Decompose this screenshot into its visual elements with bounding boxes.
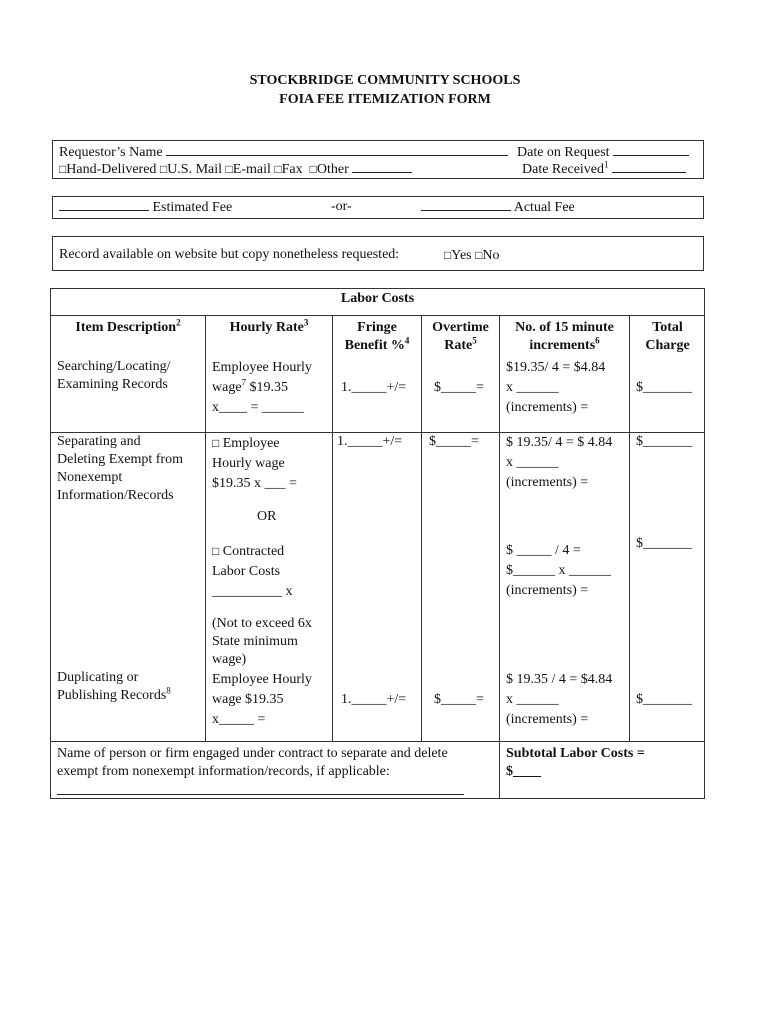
- website-question: Record available on website but copy nonetheless requested:: [59, 247, 400, 262]
- row-separating-total[interactable]: $_______: [636, 434, 692, 449]
- estimated-fee-label: Estimated Fee: [152, 200, 233, 215]
- fax-label: Fax: [281, 162, 303, 177]
- row-duplicating-fringe[interactable]: 1._____+/=: [341, 692, 407, 707]
- website-options: [444, 246, 500, 265]
- email-label: E-mail: [232, 162, 271, 177]
- labor-costs-title: Labor Costs: [340, 291, 415, 306]
- table-column-divider: [629, 315, 630, 741]
- col-header-total-charge: Total Charge: [645, 320, 690, 353]
- requestor-name-label: Requestor’s Name: [59, 145, 163, 160]
- date-received-row: [522, 160, 686, 179]
- row-duplicating-increments: $ 19.35 / 4 = $4.84 x ______ (increments) =: [506, 672, 613, 727]
- duplicating-rate-field[interactable]: x_____ =: [212, 712, 266, 727]
- other-checkbox[interactable]: □: [309, 162, 317, 176]
- date-received-label: Date Received: [522, 162, 605, 177]
- row-searching-total[interactable]: $_______: [636, 380, 692, 395]
- actual-fee-field[interactable]: [421, 198, 511, 211]
- row-separating-overtime[interactable]: $_____=: [429, 434, 479, 449]
- table-column-divider: [332, 315, 333, 741]
- row-searching-overtime[interactable]: $_____=: [434, 380, 484, 395]
- col-header-overtime-rate: Overtime Rate$^5$: [432, 320, 489, 353]
- col-header-increments: No. of 15 minute increments$^6$: [515, 320, 614, 353]
- row-separating-rate: □ Employee Hourly wage $19.35 x ___ =: [212, 433, 297, 494]
- form-name: FOIA FEE ITEMIZATION FORM: [279, 92, 491, 107]
- table-divider: [50, 315, 705, 316]
- table-column-divider: [205, 315, 206, 741]
- hand-delivered-checkbox[interactable]: □: [59, 162, 67, 176]
- date-received-field[interactable]: [612, 160, 686, 173]
- row-searching-increments: $19.35/ 4 = $4.84 x ______ (increments) =: [506, 360, 606, 415]
- requestor-name-field[interactable]: [166, 143, 508, 156]
- row-searching-rate: Employee Hourly wage$^7$ $19.35 x____ = ______: [212, 358, 312, 418]
- form-title: [0, 71, 770, 109]
- duplicating-increments-field[interactable]: x ______: [506, 692, 559, 707]
- estimated-fee-field[interactable]: [59, 198, 149, 211]
- date-received-footnote: 1: [604, 159, 609, 170]
- website-yes-label: Yes: [451, 248, 472, 263]
- fax-checkbox[interactable]: □: [274, 162, 282, 176]
- col-header-fringe-benefit: Fringe Benefit %$^4$: [344, 320, 410, 353]
- actual-fee-label: Actual Fee: [513, 200, 575, 215]
- estimated-fee-row: [59, 198, 232, 217]
- row-separating-contract-total[interactable]: $_______: [636, 536, 692, 551]
- contractor-name-field[interactable]: [57, 794, 464, 795]
- website-no-checkbox[interactable]: □: [475, 248, 483, 262]
- actual-fee-row: [421, 198, 575, 217]
- subtotal-value[interactable]: $____: [506, 764, 541, 779]
- separating-rate-field[interactable]: $19.35 x ___ =: [212, 476, 297, 491]
- other-label: Other: [316, 162, 349, 177]
- or-label: OR: [257, 509, 277, 524]
- contracted-labor-checkbox[interactable]: □: [212, 544, 220, 558]
- table-column-divider: [421, 315, 422, 741]
- us-mail-checkbox[interactable]: □: [159, 162, 168, 176]
- row-separating-item: Separating and Deleting Exempt from Nonexempt Information/Records: [57, 434, 183, 503]
- date-on-request-field[interactable]: [613, 143, 689, 156]
- date-on-request-label: Date on Request: [517, 145, 610, 160]
- row-searching-fringe[interactable]: 1._____+/=: [341, 380, 407, 395]
- school-name: STOCKBRIDGE COMMUNITY SCHOOLS: [249, 73, 521, 88]
- email-checkbox[interactable]: □: [225, 162, 233, 176]
- contracted-labor-field[interactable]: __________ x: [212, 584, 293, 599]
- other-field[interactable]: [352, 160, 412, 173]
- row-separating-contracted: □ Contracted Labor Costs __________ x: [212, 541, 293, 602]
- searching-increments-field[interactable]: x ______: [506, 380, 559, 395]
- contract-increments-field[interactable]: $______ x ______: [506, 563, 611, 578]
- searching-rate-field[interactable]: x____ = ______: [212, 400, 304, 415]
- hand-delivered-label: Hand-Delivered: [66, 162, 157, 177]
- subtotal-labor-costs: [506, 745, 645, 781]
- minimum-wage-note: (Not to exceed 6x State minimum wage): [212, 616, 312, 667]
- row-searching-item: Searching/Locating/ Examining Records: [57, 359, 171, 392]
- col-header-item-description: Item Description$^2$: [75, 317, 181, 335]
- website-yes-checkbox[interactable]: □: [444, 248, 452, 262]
- col-header-hourly-rate: Hourly Rate$^3$: [229, 317, 309, 335]
- row-duplicating-rate: Employee Hourly wage $19.35 x_____ =: [212, 670, 312, 730]
- separating-increments-field[interactable]: x ______: [506, 455, 559, 470]
- row-separating-contract-increments: $ _____ / 4 = $______ x ______ (increments) =: [506, 543, 611, 598]
- website-no-label: No: [482, 248, 500, 263]
- delivery-options-row: [59, 160, 412, 179]
- us-mail-label: U.S. Mail: [167, 162, 223, 177]
- row-separating-fringe[interactable]: 1._____+/=: [337, 434, 403, 449]
- row-duplicating-overtime[interactable]: $_____=: [434, 692, 484, 707]
- row-duplicating-item: Duplicating or Publishing Records$^8$: [57, 670, 171, 703]
- row-separating-increments: $ 19.35/ 4 = $ 4.84 x ______ (increments) =: [506, 435, 613, 490]
- table-divider: [50, 741, 705, 742]
- fee-or-label: -or-: [331, 199, 352, 214]
- contractor-name-prompt: Name of person or firm engaged under contract to separate and delete exempt from nonexempt information/records, if applicable:: [57, 746, 448, 779]
- subtotal-label: Subtotal Labor Costs =: [506, 746, 645, 761]
- table-column-divider: [499, 315, 500, 799]
- employee-hourly-checkbox[interactable]: □: [212, 436, 220, 450]
- row-duplicating-total[interactable]: $_______: [636, 692, 692, 707]
